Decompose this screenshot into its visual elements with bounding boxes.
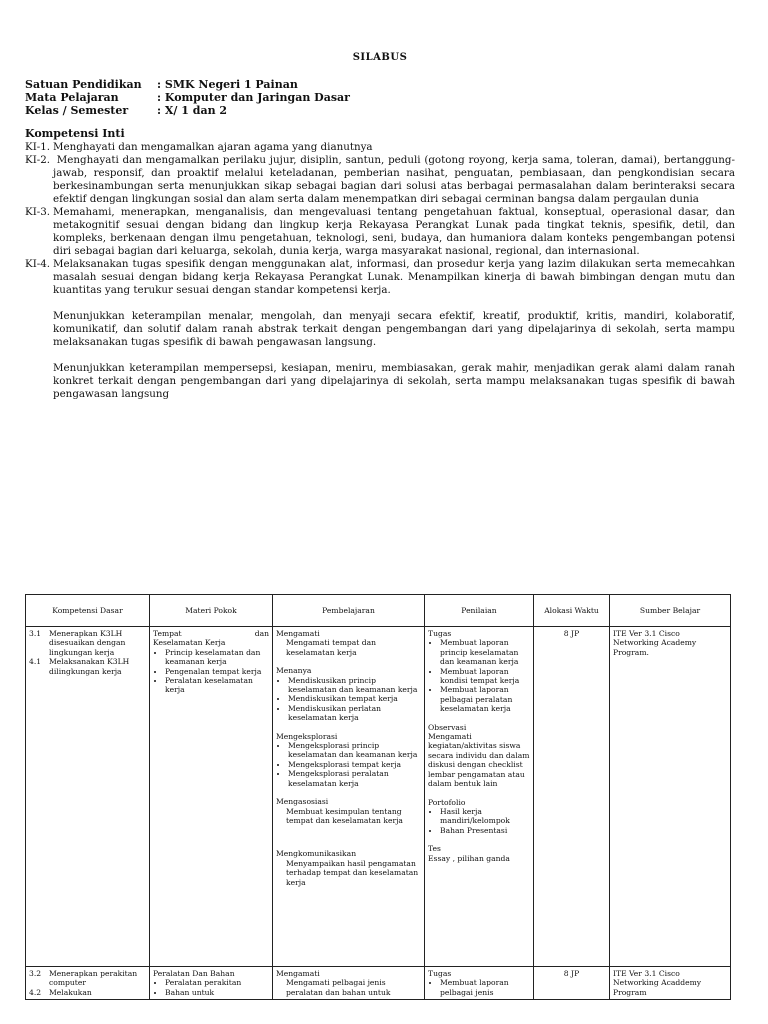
section-heading: Tes xyxy=(428,844,441,854)
kd-text: Menerapkan K3LH disesuaikan dengan lingkungan kerja xyxy=(49,629,126,657)
materi-list xyxy=(153,648,269,695)
mengeksplorasi-list xyxy=(276,741,421,788)
ki-number: KI-4. xyxy=(25,258,51,270)
ki4-paragraph: Menunjukkan keterampilan menalar, mengolah, dan menyaji secara efektif, kreatif, produktif, kritis, mandiri, kolaboratif, komunikatif, dan solutif dalam ranah abstrak terkait dengan pengembangan dari yang dipelajarinya di sekolah, serta mampu melaksanakan tugas spesifik di bawah pengawasan langsung. xyxy=(53,310,735,348)
list-item: • Bahan Presentasi xyxy=(440,826,530,835)
sumber-cell: ITE Ver 3.1 Cisco Networking Academy Program. xyxy=(610,627,731,967)
section-text: Menyampaikan hasil pengamatan terhadap tempat dan keselamatan kerja xyxy=(286,858,419,887)
kd-number: 4.1 xyxy=(29,657,42,667)
section-text: Mengamati pelbagai jenis peralatan dan bahan untuk xyxy=(286,978,391,997)
section-heading: Tugas xyxy=(428,629,452,638)
list-item: • Mengeksplorasi princip keselamatan dan keamanan kerja xyxy=(288,741,421,760)
pembelajaran-cell xyxy=(273,627,425,967)
section-text: Essay , pilihan ganda xyxy=(428,853,510,863)
section-heading: Tugas xyxy=(428,969,452,978)
section-text: Mengamati kegiatan/aktivitas siswa secara individu dan dalam diskusi dengan checklist lembar pengamatan atau dalam bentuk lain xyxy=(428,732,530,789)
section-heading: Mengeksplorasi xyxy=(276,731,338,741)
ki-heading: Kompetensi Inti xyxy=(25,127,125,140)
ki-number: KI-1. xyxy=(25,141,51,153)
table-header-row xyxy=(26,595,731,627)
column-header: Materi Pokok xyxy=(150,595,273,627)
table-row xyxy=(26,627,731,967)
ki4-paragraph: Menunjukkan keterampilan mempersepsi, kesiapan, meniru, membiasakan, gerak mahir, menjadikan gerak alami dalam ranah konkret terkait dengan pengembangan dari yang dipelajarinya di sekolah, serta mampu melaksanakan tugas spesifik di bawah pengawasan langsung xyxy=(53,362,735,400)
list-item: • Mengeksplorasi tempat kerja xyxy=(288,760,421,769)
course-info xyxy=(25,78,350,117)
tugas-list xyxy=(428,638,530,713)
ki-item xyxy=(25,258,735,297)
list-item: • Mendiskusikan princip keselamatan dan keamanan kerja xyxy=(288,676,421,695)
info-label: Mata Pelajaran xyxy=(25,91,119,104)
column-header: Alokasi Waktu xyxy=(534,595,610,627)
tugas-list xyxy=(428,978,530,997)
ki-number: KI-2. xyxy=(25,154,51,166)
kd-cell xyxy=(26,627,150,967)
info-value: : X/ 1 dan 2 xyxy=(157,104,228,117)
kd-number: 3.1 xyxy=(29,629,42,638)
penilaian-cell xyxy=(425,967,534,1000)
ki-text: Menghayati dan mengamalkan ajaran agama yang dianutnya xyxy=(53,141,373,153)
syllabus-table xyxy=(25,594,731,1000)
list-item: • Peralatan keselamatan kerja xyxy=(165,676,269,695)
info-value: : Komputer dan Jaringan Dasar xyxy=(157,91,350,104)
portofolio-list xyxy=(428,807,530,835)
list-item: • Mendiskusikan perlatan keselamatan kerja xyxy=(288,704,421,723)
section-text: Membuat kesimpulan tentang tempat dan keselamatan kerja xyxy=(286,806,403,825)
info-label: Satuan Pendidikan xyxy=(25,78,142,91)
list-item: • Membuat laporan pelbagai peralatan keselamatan kerja xyxy=(440,685,530,713)
section-heading: Portofolio xyxy=(428,797,466,807)
section-heading: Mengamati xyxy=(276,969,320,978)
list-item: • Princip keselamatan dan keamanan kerja xyxy=(165,648,269,667)
ki-text: Melaksanakan tugas spesifik dengan menggunakan alat, informasi, dan prosedur kerja yang lazim dilakukan serta memecahkan masalah sesuai dengan bidang kerja Rekayasa Perangkat Lunak. Menampilkan kinerja di bawah bimbingan dengan mutu dan kuantitas yang terukur sesuai dengan standar kompetensi kerja. xyxy=(53,258,735,296)
column-header: Sumber Belajar xyxy=(610,595,731,627)
kd-number: 3.2 xyxy=(29,969,42,978)
ki-item xyxy=(25,141,735,154)
kd-cell xyxy=(26,967,150,1000)
info-value: : SMK Negeri 1 Painan xyxy=(157,78,298,91)
materi-word: dan xyxy=(254,629,269,638)
ki-number: KI-3. xyxy=(25,206,51,218)
alokasi-cell: 8 JP xyxy=(534,627,610,967)
info-row xyxy=(25,91,350,104)
ki-item xyxy=(25,206,735,258)
kd-number: 4.2 xyxy=(29,987,42,997)
ki-list xyxy=(25,141,739,401)
sumber-cell: ITE Ver 3.1 Cisco Networking Acaddemy Program xyxy=(610,967,731,1000)
list-item: • Mengeksplorasi peralatan keselamatan kerja xyxy=(288,769,421,788)
materi-title: Peralatan Dan Bahan xyxy=(153,969,235,978)
section-heading: Menanya xyxy=(276,666,312,676)
list-item: • Hasil kerja mandiri/kelompok xyxy=(440,807,530,826)
list-item: • Peralatan perakitan xyxy=(165,978,269,987)
list-item: • Bahan untuk xyxy=(165,988,269,997)
materi-cell xyxy=(150,967,273,1000)
list-item: • Mendiskusikan tempat kerja xyxy=(288,694,421,703)
list-item: • Membuat laporan princip keselamatan dan keamanan kerja xyxy=(440,638,530,666)
kd-item xyxy=(29,657,146,676)
column-header: Pembelajaran xyxy=(273,595,425,627)
info-label: Kelas / Semester xyxy=(25,104,129,117)
section-heading: Observasi xyxy=(428,722,467,732)
section-heading: Mengamati xyxy=(276,629,320,638)
info-row xyxy=(25,104,350,117)
ki-text: Memahami, menerapkan, menganalisis, dan mengevaluasi tentang pengetahuan faktual, konseptual, operasional dasar, dan metakognitif sesuai dengan bidang dan lingkup kerja Rekayasa Perangkat Lunak pada tingkat teknis, spesifik, detil, dan kompleks, berkenaan dengan ilmu pengetahuan, teknologi, seni, budaya, dan humaniora dalam konteks pengembangan potensi diri sebagai bagian dari keluarga, sekolah, dunia kerja, warga masyarakat nasional, regional, dan internasional. xyxy=(53,206,735,257)
list-item: • Membuat laporan kondisi tempat kerja xyxy=(440,667,530,686)
kd-text: Melakukan xyxy=(49,987,92,997)
materi-list xyxy=(153,978,269,997)
penilaian-cell xyxy=(425,627,534,967)
kd-item xyxy=(29,988,146,997)
materi-title xyxy=(153,629,269,638)
section-text: Mengamati tempat dan keselamatan kerja xyxy=(286,638,377,657)
section-heading: Mengkomunikasikan xyxy=(276,849,357,859)
ki-item xyxy=(25,154,739,206)
page-title: SILABUS xyxy=(352,52,408,63)
menanya-list xyxy=(276,676,421,723)
list-item: • Membuat laporan pelbagai jenis xyxy=(440,978,530,997)
ki-text: Menghayati dan mengamalkan perilaku jujur, disiplin, santun, peduli (gotong royong, kerja sama, toleran, damai), bertanggung-jawab, responsif, dan proaktif melalui keteladanan, pemberian nasihat, penguatan, pembiasaan, dan pengkondisian secara berkesinambungan serta menunjukkan sikap sebagai bagian dari solusi atas berbagai permasalahan dalam berinteraksi secara efektif dengan lingkungan sosial dan alam serta dalam menempatkan diri sebagai cerminan bangsa dalam pergaulan dunia xyxy=(53,154,739,205)
pembelajaran-cell xyxy=(273,967,425,1000)
materi-word: Tempat xyxy=(153,629,182,638)
materi-subtitle: Keselamatan Kerja xyxy=(153,638,226,648)
column-header: Penilaian xyxy=(425,595,534,627)
kd-item xyxy=(29,629,146,657)
kd-item xyxy=(29,969,146,988)
alokasi-cell: 8 JP xyxy=(534,967,610,1000)
kd-text: Menerapkan perakitan computer xyxy=(49,969,138,988)
materi-cell xyxy=(150,627,273,967)
section-heading: Mengasosiasi xyxy=(276,797,329,807)
kd-text: Melaksanakan K3LH dilingkungan kerja xyxy=(49,657,130,676)
info-row xyxy=(25,78,350,91)
table-row xyxy=(26,967,731,1000)
column-header: Kompetensi Dasar xyxy=(26,595,150,627)
list-item: • Pengenalan tempat kerja xyxy=(165,667,269,676)
